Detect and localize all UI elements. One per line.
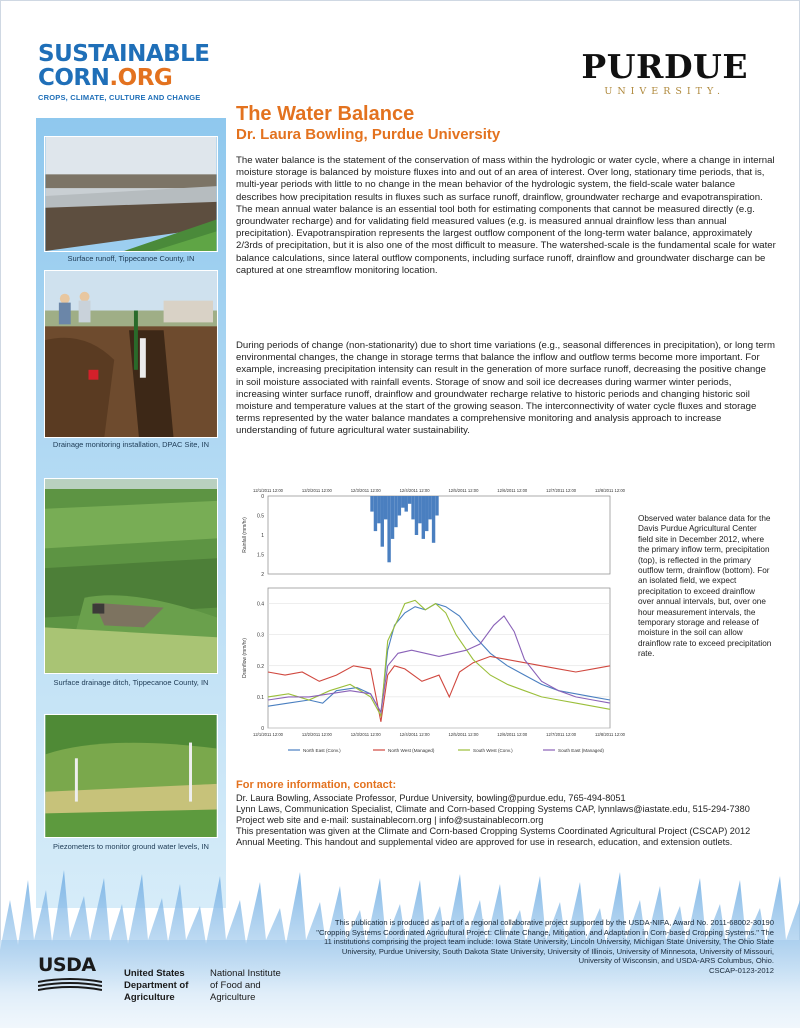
rainfall-plot-area bbox=[268, 496, 610, 574]
logo-wordmark-bottom: CORN.ORG bbox=[38, 65, 173, 91]
drainflow-y-axis-label: Drainflow (mm/hr) bbox=[242, 638, 248, 678]
rainfall-bar bbox=[391, 496, 394, 539]
contact-bowling[interactable]: Dr. Laura Bowling, Associate Professor, Purdue University, bowling@purdue.edu, 765-494-8051 bbox=[236, 793, 626, 803]
drainflow-x-tick-label: 12/8/2011 12:00 bbox=[595, 732, 625, 737]
drainflow-y-tick-label: 0.4 bbox=[257, 601, 264, 608]
nifa-name: National Institute of Food and Agriculture bbox=[210, 968, 281, 1003]
paragraph-2: During periods of change (non-stationarity) due to short time variations (e.g., seasonal differences in precipitation), or long term environmental changes, the change in storage terms that balance the inflow and outflow terms become more important. For example, increasing precipitation intensity can result in the generation of more surface runoff, decreasing the positive change in soil moisture associated with rainfall events. Storage of snow and soil ice decreases during warmer winter periods, increasing winter surface runoff, drainflow and groundwater recharge relative to historic periods and changing historic soil moisture and temperature values at the start of the growing season. The interconnectivity of water cycle fluxes and storage terms represented by the water balance mandates a comprehensive monitoring and analysis approach to increase understanding of future agricultural water sustainability. bbox=[236, 340, 775, 437]
drainage-installation-photo bbox=[44, 270, 218, 438]
rainfall-chart bbox=[242, 488, 626, 578]
drainflow-x-tick-label: 12/2/2011 12:00 bbox=[301, 732, 332, 737]
rainfall-bar bbox=[394, 496, 397, 527]
rainfall-bar bbox=[422, 496, 425, 539]
usda-department: United States Department of Agriculture bbox=[124, 968, 189, 1003]
rainfall-bar bbox=[401, 496, 404, 508]
logo-wordmark-top: SUSTAINABLE bbox=[38, 41, 210, 67]
usda-hills-icon bbox=[38, 978, 102, 992]
drainflow-y-tick-label: 0.2 bbox=[257, 663, 264, 670]
caption-drainage-installation: Drainage monitoring installation, DPAC Site, IN bbox=[52, 440, 210, 449]
rainfall-y-tick-label: 2 bbox=[261, 572, 264, 578]
rainfall-bar bbox=[411, 496, 414, 519]
rainfall-x-tick-label: 12/8/2011 12:00 bbox=[595, 488, 625, 493]
rainfall-x-tick-label: 12/6/2011 12:00 bbox=[497, 488, 528, 493]
contact-block bbox=[236, 793, 776, 848]
rainfall-y-tick-label: 0 bbox=[261, 494, 264, 500]
caption-piezometers: Piezometers to monitor ground water levels, IN bbox=[53, 842, 209, 851]
rainfall-x-tick-label: 12/7/2011 12:00 bbox=[546, 488, 577, 493]
photo-sidebar bbox=[36, 118, 226, 908]
page-title: The Water Balance bbox=[236, 103, 415, 125]
legend-entry: North West (Managed) bbox=[388, 747, 435, 753]
drainflow-x-tick-label: 12/3/2011 12:00 bbox=[350, 732, 381, 737]
legend-entry: South West (Conv.) bbox=[473, 747, 513, 753]
rainfall-bar bbox=[384, 496, 387, 519]
drainflow-x-tick-label: 12/5/2011 12:00 bbox=[448, 732, 479, 737]
rainfall-y-tick-label: 0.5 bbox=[257, 513, 264, 520]
purdue-logo[interactable] bbox=[581, 47, 748, 97]
surface-runoff-photo bbox=[44, 136, 218, 252]
rainfall-bar bbox=[418, 496, 421, 523]
drainflow-chart bbox=[242, 588, 626, 753]
rainfall-x-tick-label: 12/3/2011 12:00 bbox=[350, 488, 381, 493]
rainfall-bar bbox=[377, 496, 380, 523]
rainfall-x-tick-label: 12/4/2011 12:00 bbox=[399, 488, 430, 493]
usda-wordmark: USDA bbox=[38, 954, 96, 976]
drainflow-x-tick-label: 12/7/2011 12:00 bbox=[546, 732, 577, 737]
rainfall-bar bbox=[428, 496, 431, 519]
author-subtitle: Dr. Laura Bowling, Purdue University bbox=[236, 126, 501, 143]
logo-tagline: CROPS, CLIMATE, CULTURE AND CHANGE bbox=[38, 93, 201, 102]
drainflow-plot-area bbox=[268, 588, 610, 728]
sustainablecorn-logo[interactable] bbox=[38, 42, 238, 102]
rainfall-bar bbox=[405, 496, 408, 512]
drainflow-y-tick-label: 0 bbox=[261, 726, 264, 732]
drainflow-y-tick-label: 0.3 bbox=[257, 632, 264, 639]
caption-drainage-ditch: Surface drainage ditch, Tippecanoe County, IN bbox=[53, 678, 209, 687]
drainage-ditch-photo bbox=[44, 478, 218, 674]
rainfall-x-tick-label: 12/5/2011 12:00 bbox=[448, 488, 479, 493]
contact-heading: For more information, contact: bbox=[236, 779, 397, 791]
water-balance-charts bbox=[236, 478, 626, 778]
caption-surface-runoff: Surface runoff, Tippecanoe County, IN bbox=[67, 254, 195, 263]
drainflow-y-tick-label: 0.1 bbox=[257, 694, 264, 701]
drainflow-x-tick-label: 12/1/2011 12:00 bbox=[253, 732, 283, 737]
paragraph-1: The water balance is the statement of the conservation of mass within the hydrologic or water cycle, where a change in internal moisture storage is balanced by moisture fluxes into and out of an area of interest. Over long, stationary time periods, that is, multi-year periods with little to no change in the mean behavior of the hydrologic system, the field-scale water balance describes how precipitation results in fluxes such as surface runoff, drainflow, groundwater recharge and evapotranspiration. The mean annual water balance is an essential tool both for estimating components that cannot be measured directly (e.g. groundwater recharge) and for validating field measured values (e.g. is measured annual drainflow less than annual precipitation). Evapotranspiration represents the largest outflow component of the long-term water balance, approximately 2/3rds of precipitation, but it is also one of the most difficult to measure. The watershed-scale is the fundamental scale for water balance calculations, since lateral outflow components, including surface runoff, drainflow and groundwater discharge can be captured at one streamflow monitoring location. bbox=[236, 155, 776, 276]
drainflow-x-tick-label: 12/4/2011 12:00 bbox=[399, 732, 430, 737]
contact-website[interactable]: Project web site and e-mail: sustainablecorn.org | info@sustainablecorn.org bbox=[236, 815, 544, 825]
usda-logo[interactable] bbox=[38, 954, 102, 997]
rainfall-bar bbox=[370, 496, 373, 512]
rainfall-bar bbox=[387, 496, 390, 562]
contact-note: This presentation was given at the Climate and Corn-based Cropping Systems Coordinated Agricultural Project (CSCAP) 2012 Annual Meeting. This handout and supplemental video are approved for use in research, education, and extension outlets. bbox=[236, 826, 751, 847]
rainfall-x-tick-label: 12/2/2011 12:00 bbox=[301, 488, 332, 493]
rainfall-bar bbox=[432, 496, 435, 543]
piezometers-photo bbox=[44, 714, 218, 838]
rainfall-y-tick-label: 1 bbox=[261, 533, 264, 539]
rainfall-bar bbox=[408, 496, 411, 504]
purdue-name: PURDUE bbox=[581, 47, 748, 86]
rainfall-bar bbox=[381, 496, 384, 547]
rainfall-bar bbox=[415, 496, 418, 535]
rainfall-y-axis-label: Rainfall (mm/hr) bbox=[242, 517, 248, 553]
rainfall-bar bbox=[435, 496, 438, 516]
rainfall-bar bbox=[374, 496, 377, 531]
drainflow-x-tick-label: 12/6/2011 12:00 bbox=[497, 732, 528, 737]
funding-statement: This publication is produced as part of a regional collaborative project supported by the USDA-NIFA, Award No. 2011-68002-30190 "Cropping Systems Coordinated Agricultural Project: Climate Change, Mitigation, and Adaptation in Corn-based Cropping Systems." The 11 institutions comprising the project team include: Iowa State University, Lincoln University, Michigan State University, The Ohio State University, Purdue University, South Dakota State University, University of Illinois, University of Minnesota, University of Missouri, University of Wisconsin, and USDA-ARS Columbus, Ohio. CSCAP-0123-2012 bbox=[308, 918, 774, 976]
rainfall-x-tick-label: 12/1/2011 12:00 bbox=[253, 488, 283, 493]
chart-caption: Observed water balance data for the Davis Purdue Agricultural Center field site in December 2012, where the primary inflow term, precipitation (top), is reflected in the primary outflow term, drainflow (bottom). For an isolated field, we expect precipitation to exceed drainflow over annual intervals, but, over one hour measurement intervals, the temporary storage and release of moisture in the soil can allow drainflow rate to exceed precipitation rate. bbox=[638, 514, 772, 659]
rainfall-bar bbox=[398, 496, 401, 516]
publication-code: CSCAP-0123-2012 bbox=[708, 965, 774, 975]
contact-laws[interactable]: Lynn Laws, Communication Specialist, Climate and Corn-based Cropping Systems CAP, lynnlaws@iastate.edu, 515-294-7380 bbox=[236, 804, 750, 814]
legend-entry: South East (Managed) bbox=[558, 747, 604, 753]
rainfall-bar bbox=[425, 496, 428, 531]
legend-entry: North East (Conv.) bbox=[303, 747, 341, 753]
purdue-university: UNIVERSITY. bbox=[604, 86, 726, 97]
rainfall-y-tick-label: 1.5 bbox=[257, 552, 264, 559]
